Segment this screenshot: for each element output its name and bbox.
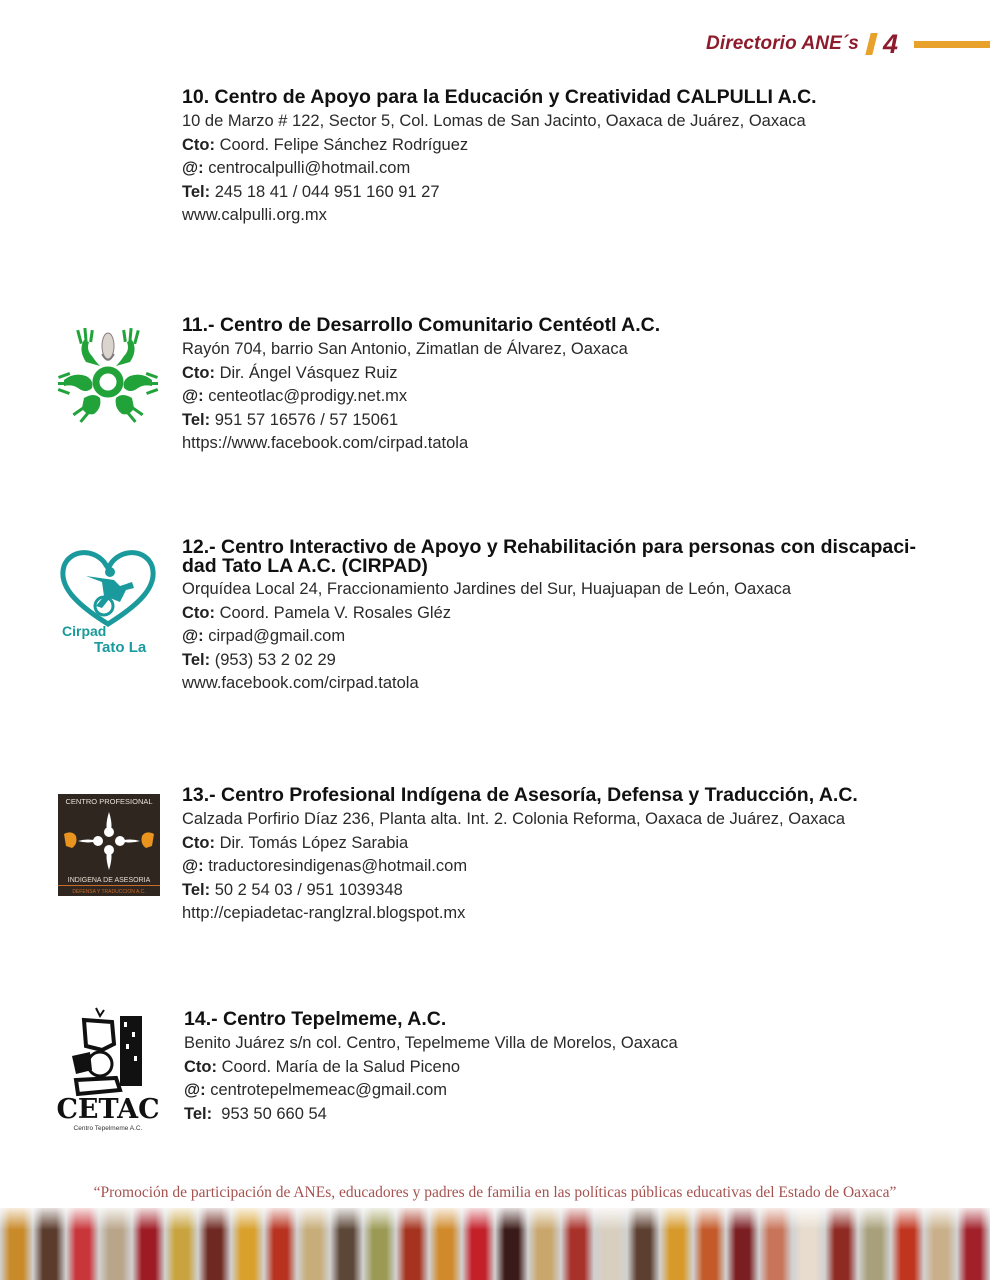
cepiadetac-logo xyxy=(58,794,160,896)
tel-label: Tel: xyxy=(182,880,211,899)
hands-logo-icon xyxy=(56,322,160,426)
svg-text:INDIGENA DE ASESORIA: INDIGENA DE ASESORIA xyxy=(67,877,151,884)
entry-address: 10 de Marzo # 122, Sector 5, Col. Lomas de San Jacinto, Oaxaca de Juárez, Oaxaca xyxy=(182,112,806,130)
entry-title: 13.- Centro Profesional Indígena de Asesoría, Defensa y Traducción, A.C. xyxy=(182,784,858,806)
tel-value: 245 18 41 / 044 951 160 91 27 xyxy=(214,182,440,201)
entry-contact xyxy=(182,134,940,158)
entry-text xyxy=(182,538,940,696)
contact-label: Cto: xyxy=(182,833,215,852)
email-link[interactable]: centrocalpulli@hotmail.com xyxy=(208,159,411,177)
email-label: @: xyxy=(182,627,204,645)
tel-value: 953 50 660 54 xyxy=(216,1104,327,1123)
svg-text:Tato La: Tato La xyxy=(94,639,147,654)
svg-text:Centro Tepelmeme A.C.: Centro Tepelmeme A.C. xyxy=(73,1125,143,1132)
contact-label: Cto: xyxy=(184,1057,217,1076)
contact-label: Cto: xyxy=(182,363,215,382)
four-drops-icon xyxy=(58,794,160,896)
tel-label: Tel: xyxy=(182,410,211,429)
email-label: @: xyxy=(184,1081,206,1099)
banner-fade xyxy=(0,1204,990,1230)
entry-contact xyxy=(182,832,940,856)
email-label: @: xyxy=(182,159,204,177)
contact-value: Coord. María de la Salud Piceno xyxy=(221,1057,461,1076)
entry-contact xyxy=(184,1056,940,1080)
entry-tel xyxy=(182,181,940,205)
tel-value: (953) 53 2 02 29 xyxy=(214,650,336,669)
entry-title: 10. Centro de Apoyo para la Educación y Creatividad CALPULLI A.C. xyxy=(182,86,817,108)
email-link[interactable]: centrotepelmemeac@gmail.com xyxy=(210,1081,448,1099)
heart-wheelchair-icon xyxy=(56,546,160,654)
centeotl-hands-logo xyxy=(56,322,160,426)
contact-value: Coord. Pamela V. Rosales Gléz xyxy=(219,603,451,622)
entry-title: 11.- Centro de Desarrollo Comunitario Centéotl A.C. xyxy=(182,314,661,336)
email-link[interactable]: traductoresindigenas@hotmail.com xyxy=(208,857,468,875)
entry-address: Rayón 704, barrio San Antonio, Zimatlan de Álvarez, Oaxaca xyxy=(182,340,628,358)
website-link[interactable]: www.calpulli.org.mx xyxy=(182,206,327,224)
document-title: Directorio ANE´s xyxy=(706,33,859,54)
entry-title-line-2: dad Tato LA A.C. (CIRPAD) xyxy=(182,555,428,577)
entry-tel xyxy=(182,879,940,903)
entry-email xyxy=(184,1079,940,1103)
svg-text:CETAC: CETAC xyxy=(56,1094,160,1125)
entry-tel xyxy=(182,649,940,673)
entry-text xyxy=(184,1008,940,1126)
entry-contact xyxy=(182,602,940,626)
cetac-logo xyxy=(56,1004,160,1134)
entry-text xyxy=(182,314,940,456)
entry-tel xyxy=(182,409,940,433)
svg-text:Cirpad: Cirpad xyxy=(62,623,107,639)
entry-text xyxy=(182,784,940,926)
website-link[interactable]: http://cepiadetac-ranglzral.blogspot.mx xyxy=(182,904,466,922)
entry-email xyxy=(182,625,940,649)
entry-email xyxy=(182,157,940,181)
entry-email xyxy=(182,385,940,409)
contact-value: Dir. Tomás López Sarabia xyxy=(219,833,409,852)
entry-email xyxy=(182,855,940,879)
header-slash-accent xyxy=(865,33,877,55)
svg-text:CENTRO PROFESIONAL: CENTRO PROFESIONAL xyxy=(65,797,153,806)
page-header xyxy=(706,26,990,62)
entry-tel xyxy=(184,1103,940,1127)
entry-title xyxy=(182,538,940,576)
entry-title-line-1: 12.- Centro Interactivo de Apoyo y Rehabilitación para personas con discapaci- xyxy=(182,536,916,558)
email-label: @: xyxy=(182,387,204,405)
contact-label: Cto: xyxy=(182,135,215,154)
entry-address: Orquídea Local 24, Fraccionamiento Jardines del Sur, Huajuapan de León, Oaxaca xyxy=(182,580,792,598)
tel-label: Tel: xyxy=(182,650,211,669)
tel-label: Tel: xyxy=(184,1104,213,1123)
contact-value: Dir. Ángel Vásquez Ruiz xyxy=(219,363,398,382)
entry-text xyxy=(182,86,940,228)
entry-title: 14.- Centro Tepelmeme, A.C. xyxy=(184,1008,447,1030)
email-link[interactable]: cirpad@gmail.com xyxy=(208,627,346,645)
footer-quote: “Promoción de participación de ANEs, educadores y padres de familia en las políticas públicas educativas del Estado de Oaxaca” xyxy=(93,1184,897,1201)
email-link[interactable]: centeotlac@prodigy.net.mx xyxy=(208,387,408,405)
email-label: @: xyxy=(182,857,204,875)
entry-address: Benito Juárez s/n col. Centro, Tepelmeme Villa de Morelos, Oaxaca xyxy=(184,1034,678,1052)
website-link[interactable]: www.facebook.com/cirpad.tatola xyxy=(182,674,419,692)
contact-label: Cto: xyxy=(182,603,215,622)
cirpad-heart-logo xyxy=(56,548,160,652)
entry-contact xyxy=(182,362,940,386)
page-number: 4 xyxy=(882,28,898,59)
svg-text:DEFENSA Y TRADUCCION A.C.: DEFENSA Y TRADUCCION A.C. xyxy=(72,889,146,895)
entry-address: Calzada Porfirio Díaz 236, Planta alta. Int. 2. Colonia Reforma, Oaxaca de Juárez, Oaxaca xyxy=(182,810,846,828)
tel-label: Tel: xyxy=(182,182,211,201)
tel-value: 50 2 54 03 / 951 1039348 xyxy=(214,880,403,899)
tel-value: 951 57 16576 / 57 15061 xyxy=(214,410,399,429)
header-accent-bar xyxy=(914,41,990,48)
website-link[interactable]: https://www.facebook.com/cirpad.tatola xyxy=(182,434,469,452)
contact-value: Coord. Felipe Sánchez Rodríguez xyxy=(219,135,469,154)
cetac-figure-icon xyxy=(56,1004,160,1134)
